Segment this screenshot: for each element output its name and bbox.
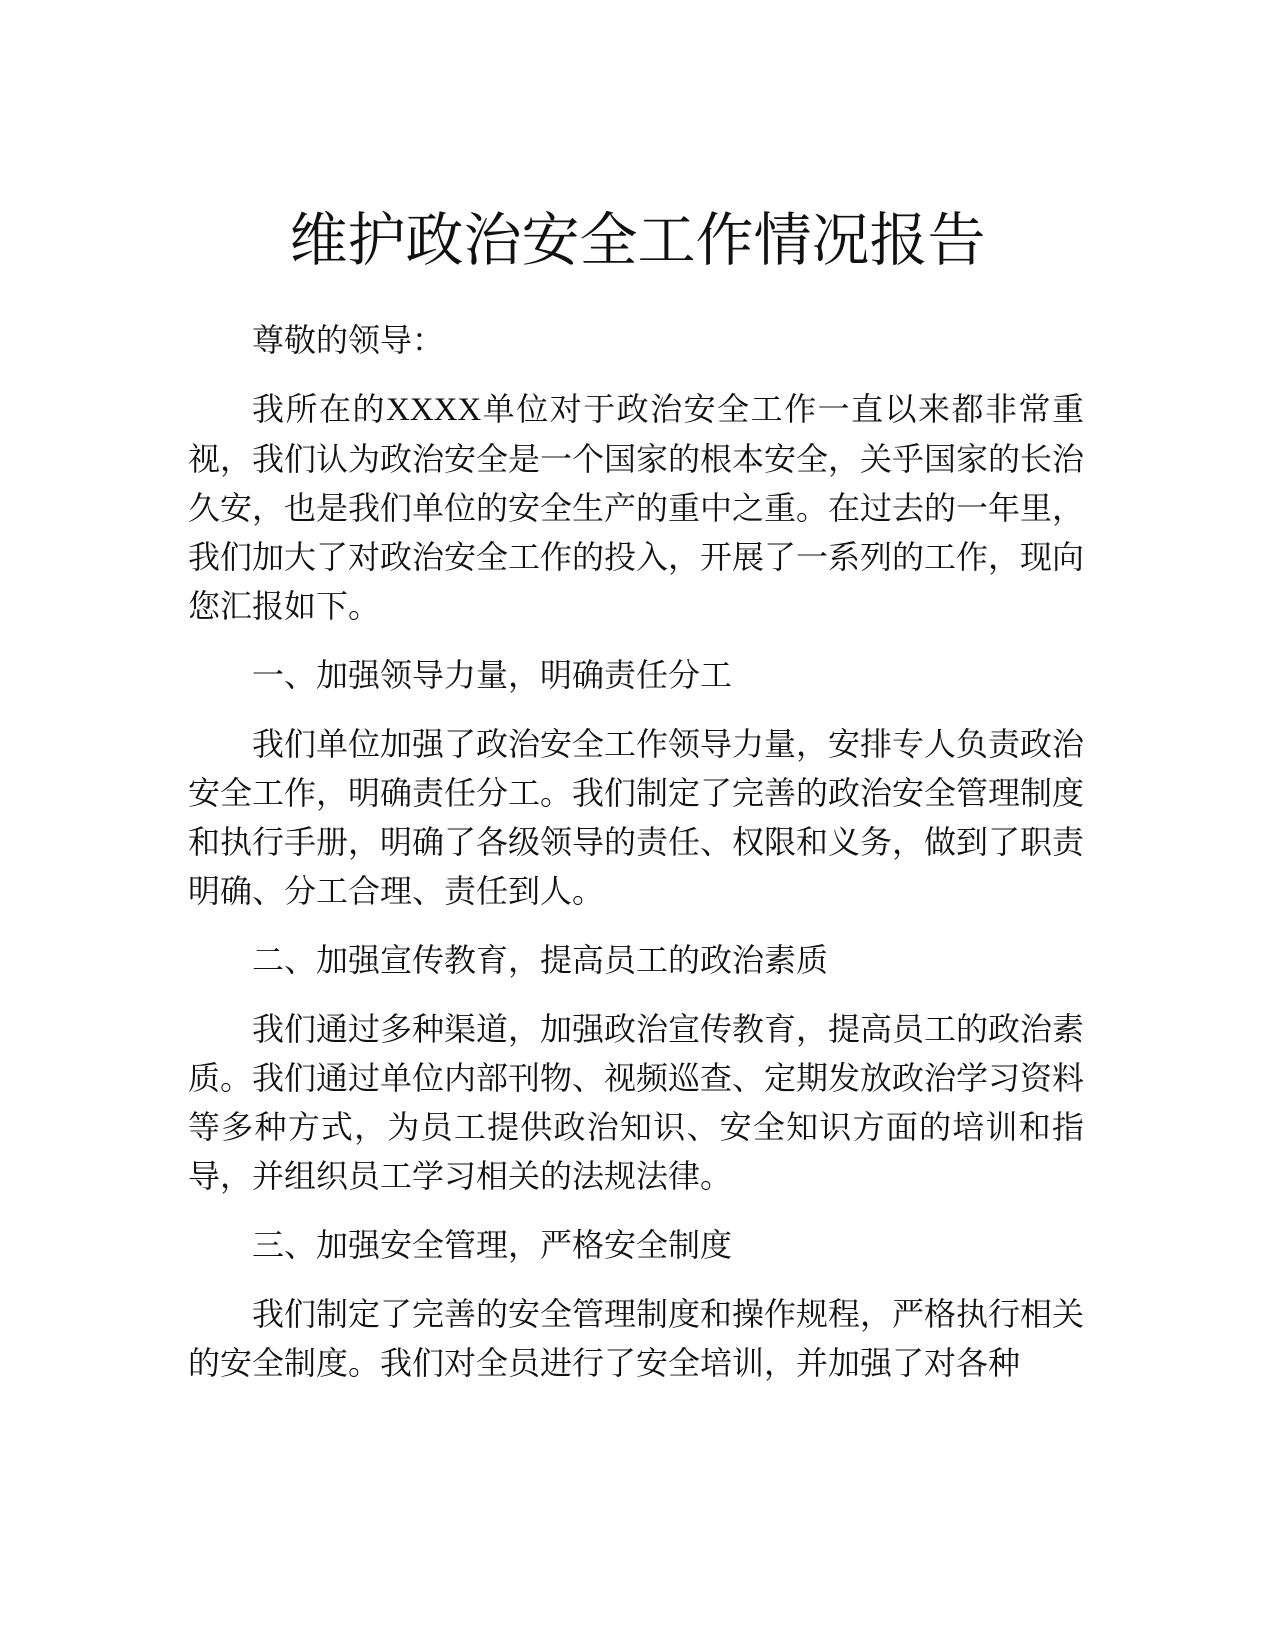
document-body	[188, 316, 1084, 1408]
section-heading-2: 二、加强宣传教育，提高员工的政治素质	[252, 941, 829, 979]
section-body-3: 我们制定了完善的安全管理制度和操作规程，严格执行相关的安全制度。我们对全员进行了安全培训，并加强了对各种	[188, 1295, 1085, 1382]
section-body-1: 我们单位加强了政治安全工作领导力量，安排专人负责政治安全工作，明确责任分工。我们制定了完善的政治安全管理制度和执行手册，明确了各级领导的责任、权限和义务，做到了职责明确、分工合理、责任到人。	[188, 725, 1085, 910]
document-title: 维护政治安全工作情况报告	[289, 206, 986, 274]
section-heading-3: 三、加强安全管理，严格安全制度	[252, 1226, 733, 1264]
section-body-2: 我们通过多种渠道，加强政治宣传教育，提高员工的政治素质。我们通过单位内部刊物、视频巡查、定期发放政治学习资料等多种方式，为员工提供政治知识、安全知识方面的培训和指导，并组织员工学习相关的法规法律。	[188, 1010, 1085, 1195]
intro-paragraph	[188, 385, 1084, 631]
intro-text-before: 我所在的	[252, 390, 386, 428]
salutation: 尊敬的领导：	[252, 321, 445, 359]
section-heading-1: 一、加强领导力量，明确责任分工	[252, 656, 733, 694]
intro-text-after: 单位对于政治安全工作一直以来都非常重视，我们认为政治安全是一个国家的根本安全，关乎国家的长治久安，也是我们单位的安全生产的重中之重。在过去的一年里，我们加大了对政治安全工作的投入，开展了一系列的工作，现向您汇报如下。	[188, 390, 1085, 625]
unit-name: XXXX	[385, 392, 482, 428]
